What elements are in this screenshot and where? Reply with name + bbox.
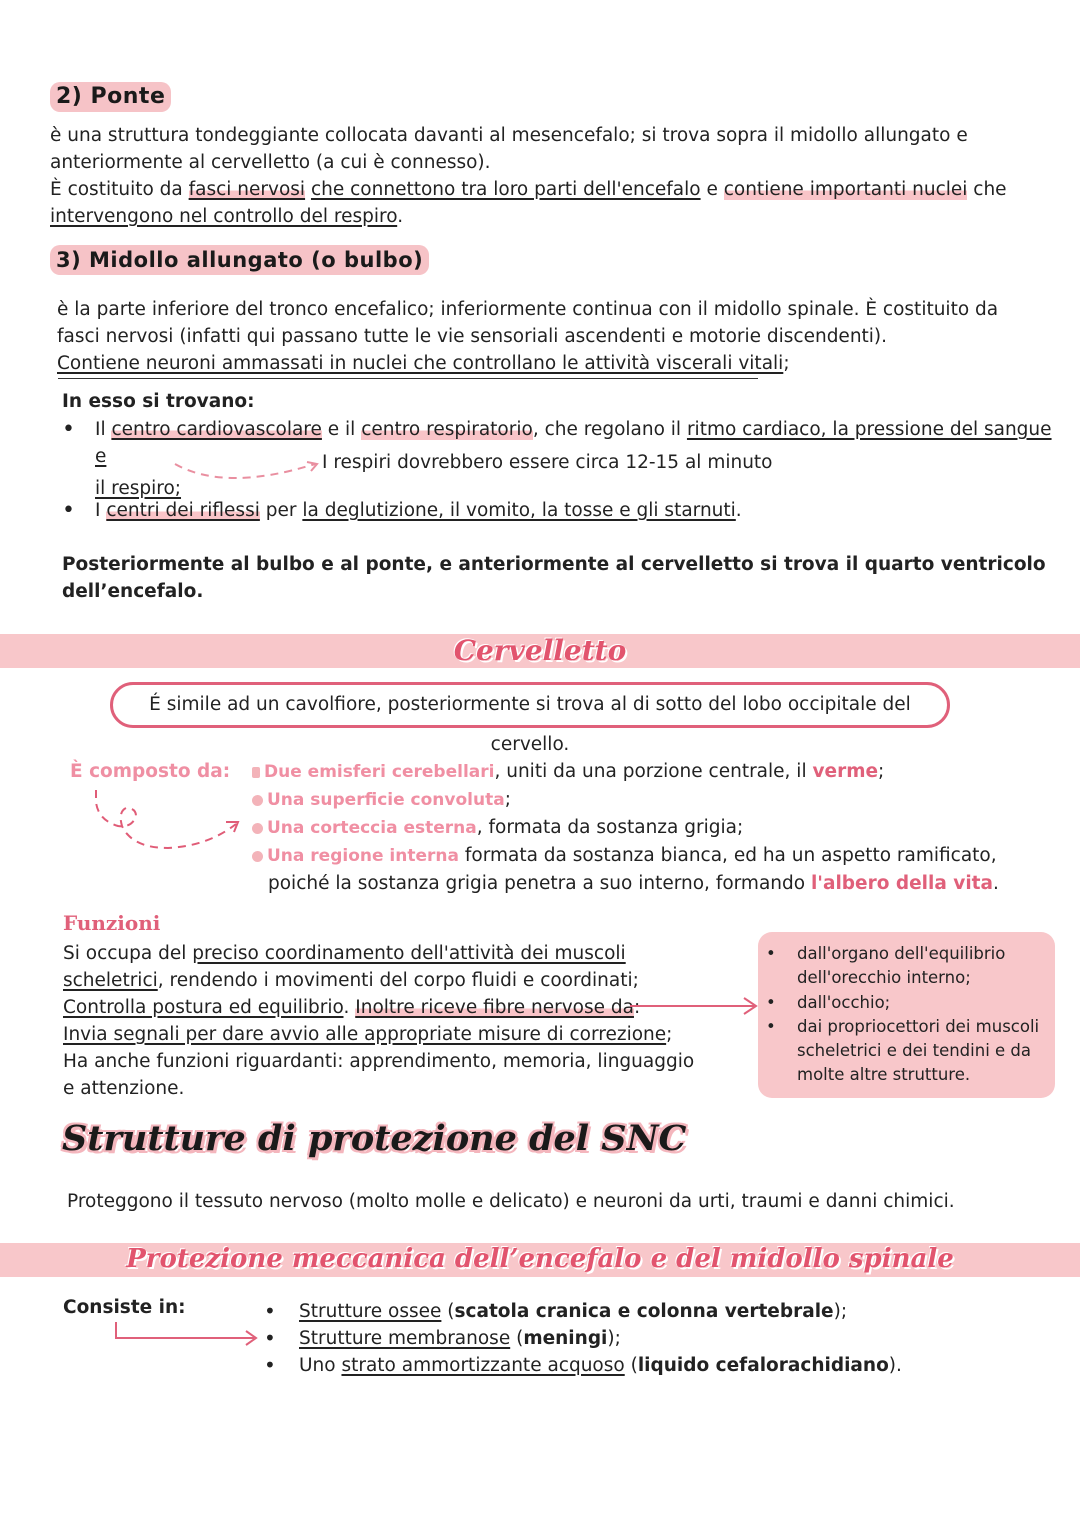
protezione-title: Protezione meccanica dell’encefalo e del midollo spinale [126,1244,954,1274]
in-esso-label: In esso si trovano: [62,391,255,412]
arrow-right-icon [108,1320,263,1350]
list-item: Una regione interna formata da sostanza bianca, ed ha un aspetto ramificato, [252,842,1072,870]
list-item: • Strutture membranose (meningi); [264,1326,621,1350]
divider [58,378,758,379]
bullet: • [62,498,75,523]
snc-intro: Proteggono il tessuto nervoso (molto molle e delicato) e neuroni da urti, traumi e danni chimici. [67,1191,955,1212]
bullet-centri: Il centro cardiovascolare e il centro respiratorio, che regolano il ritmo cardiaco, la pressione del sangue e il respiro; [95,419,1052,499]
funzioni-heading: Funzioni [63,911,161,935]
bullet-riflessi: I centri dei riflessi per la deglutizione, il vomito, la tosse e gli starnuti. [95,500,742,521]
bullet: • [62,417,75,442]
snc-list [264,1298,1064,1379]
dashed-arrow-icon [165,458,325,488]
list-item: Due emisferi cerebellari, uniti da una porzione centrale, il verme; [252,758,1072,786]
midollo-paragraph: è la parte inferiore del tronco encefalico; inferiormente continua con il midollo spinale. È costituito da fasci nervosi (infatti qui passano tutte le vie sensoriali ascendenti e motorie discendenti). Contiene neuroni ammassati in nuclei che controllano le attività viscerali vitali; [57,299,999,374]
cervelletto-title: Cervelletto [453,634,627,667]
cervelletto-box: É simile ad un cavolfiore, posteriormente si trova al di sotto del lobo occipitale del cervello. [110,682,950,728]
funzioni-paragraph: Si occupa del preciso coordinamento dell'attività dei muscoli scheletrici, rendendo i movimenti del corpo fluidi e coordinati; Controlla postura ed equilibrio. Inoltre riceve fibre nervose da: Invia segnali per dare avvio alle appropriate misure di correzione; Ha anche funzioni riguardanti: apprendimento, memoria, linguaggio e attenzione. [63,943,695,1099]
list-item: poiché la sostanza grigia penetra a suo interno, formando l'albero della vita. [268,873,999,894]
snc-title: Strutture di protezione del SNC [62,1118,687,1159]
ponte-paragraph: è una struttura tondeggiante collocata davanti al mesencefalo; si trova sopra il midollo allungato e anteriormente al cervelletto (a cui è connesso). È costituito da fasci nervosi che connettono tra loro parti dell'encefalo e contiene importanti nuclei che intervengono nel controllo del respiro. [50,125,1007,227]
consiste-label: Consiste in: [63,1297,186,1318]
list-item: Una superficie convoluta; [252,786,1072,814]
midollo-heading: 3) Midollo allungato (o bulbo) [50,245,429,275]
quarto-ventricolo: Posteriormente al bulbo e al ponte, e anteriormente al cervelletto si trova il quarto ventricolo dell’encefalo. [62,554,1046,602]
list-item: Una corteccia esterna, formata da sostanza grigia; [252,814,1072,842]
list-item: • Uno strato ammortizzante acquoso (liquido cefalorachidiano). [264,1353,902,1377]
arrow-right-icon [628,995,760,1017]
fibre-list: • dall'organo dell'equilibrio dell'orecchio interno; • dall'occhio; • dai propriocettori dei muscoli scheletrici e dei tendini e da molte altre strutture. [766,944,1040,1085]
composto-list [252,758,1072,897]
composto-label: È composto da: [70,761,231,782]
note-respiri: I respiri dovrebbero essere circa 12-15 al minuto [322,452,773,473]
dashed-arrow-icon [88,786,248,856]
list-item: • Strutture ossee (scatola cranica e colonna vertebrale); [264,1299,848,1323]
ponte-heading: 2) Ponte [50,82,171,112]
